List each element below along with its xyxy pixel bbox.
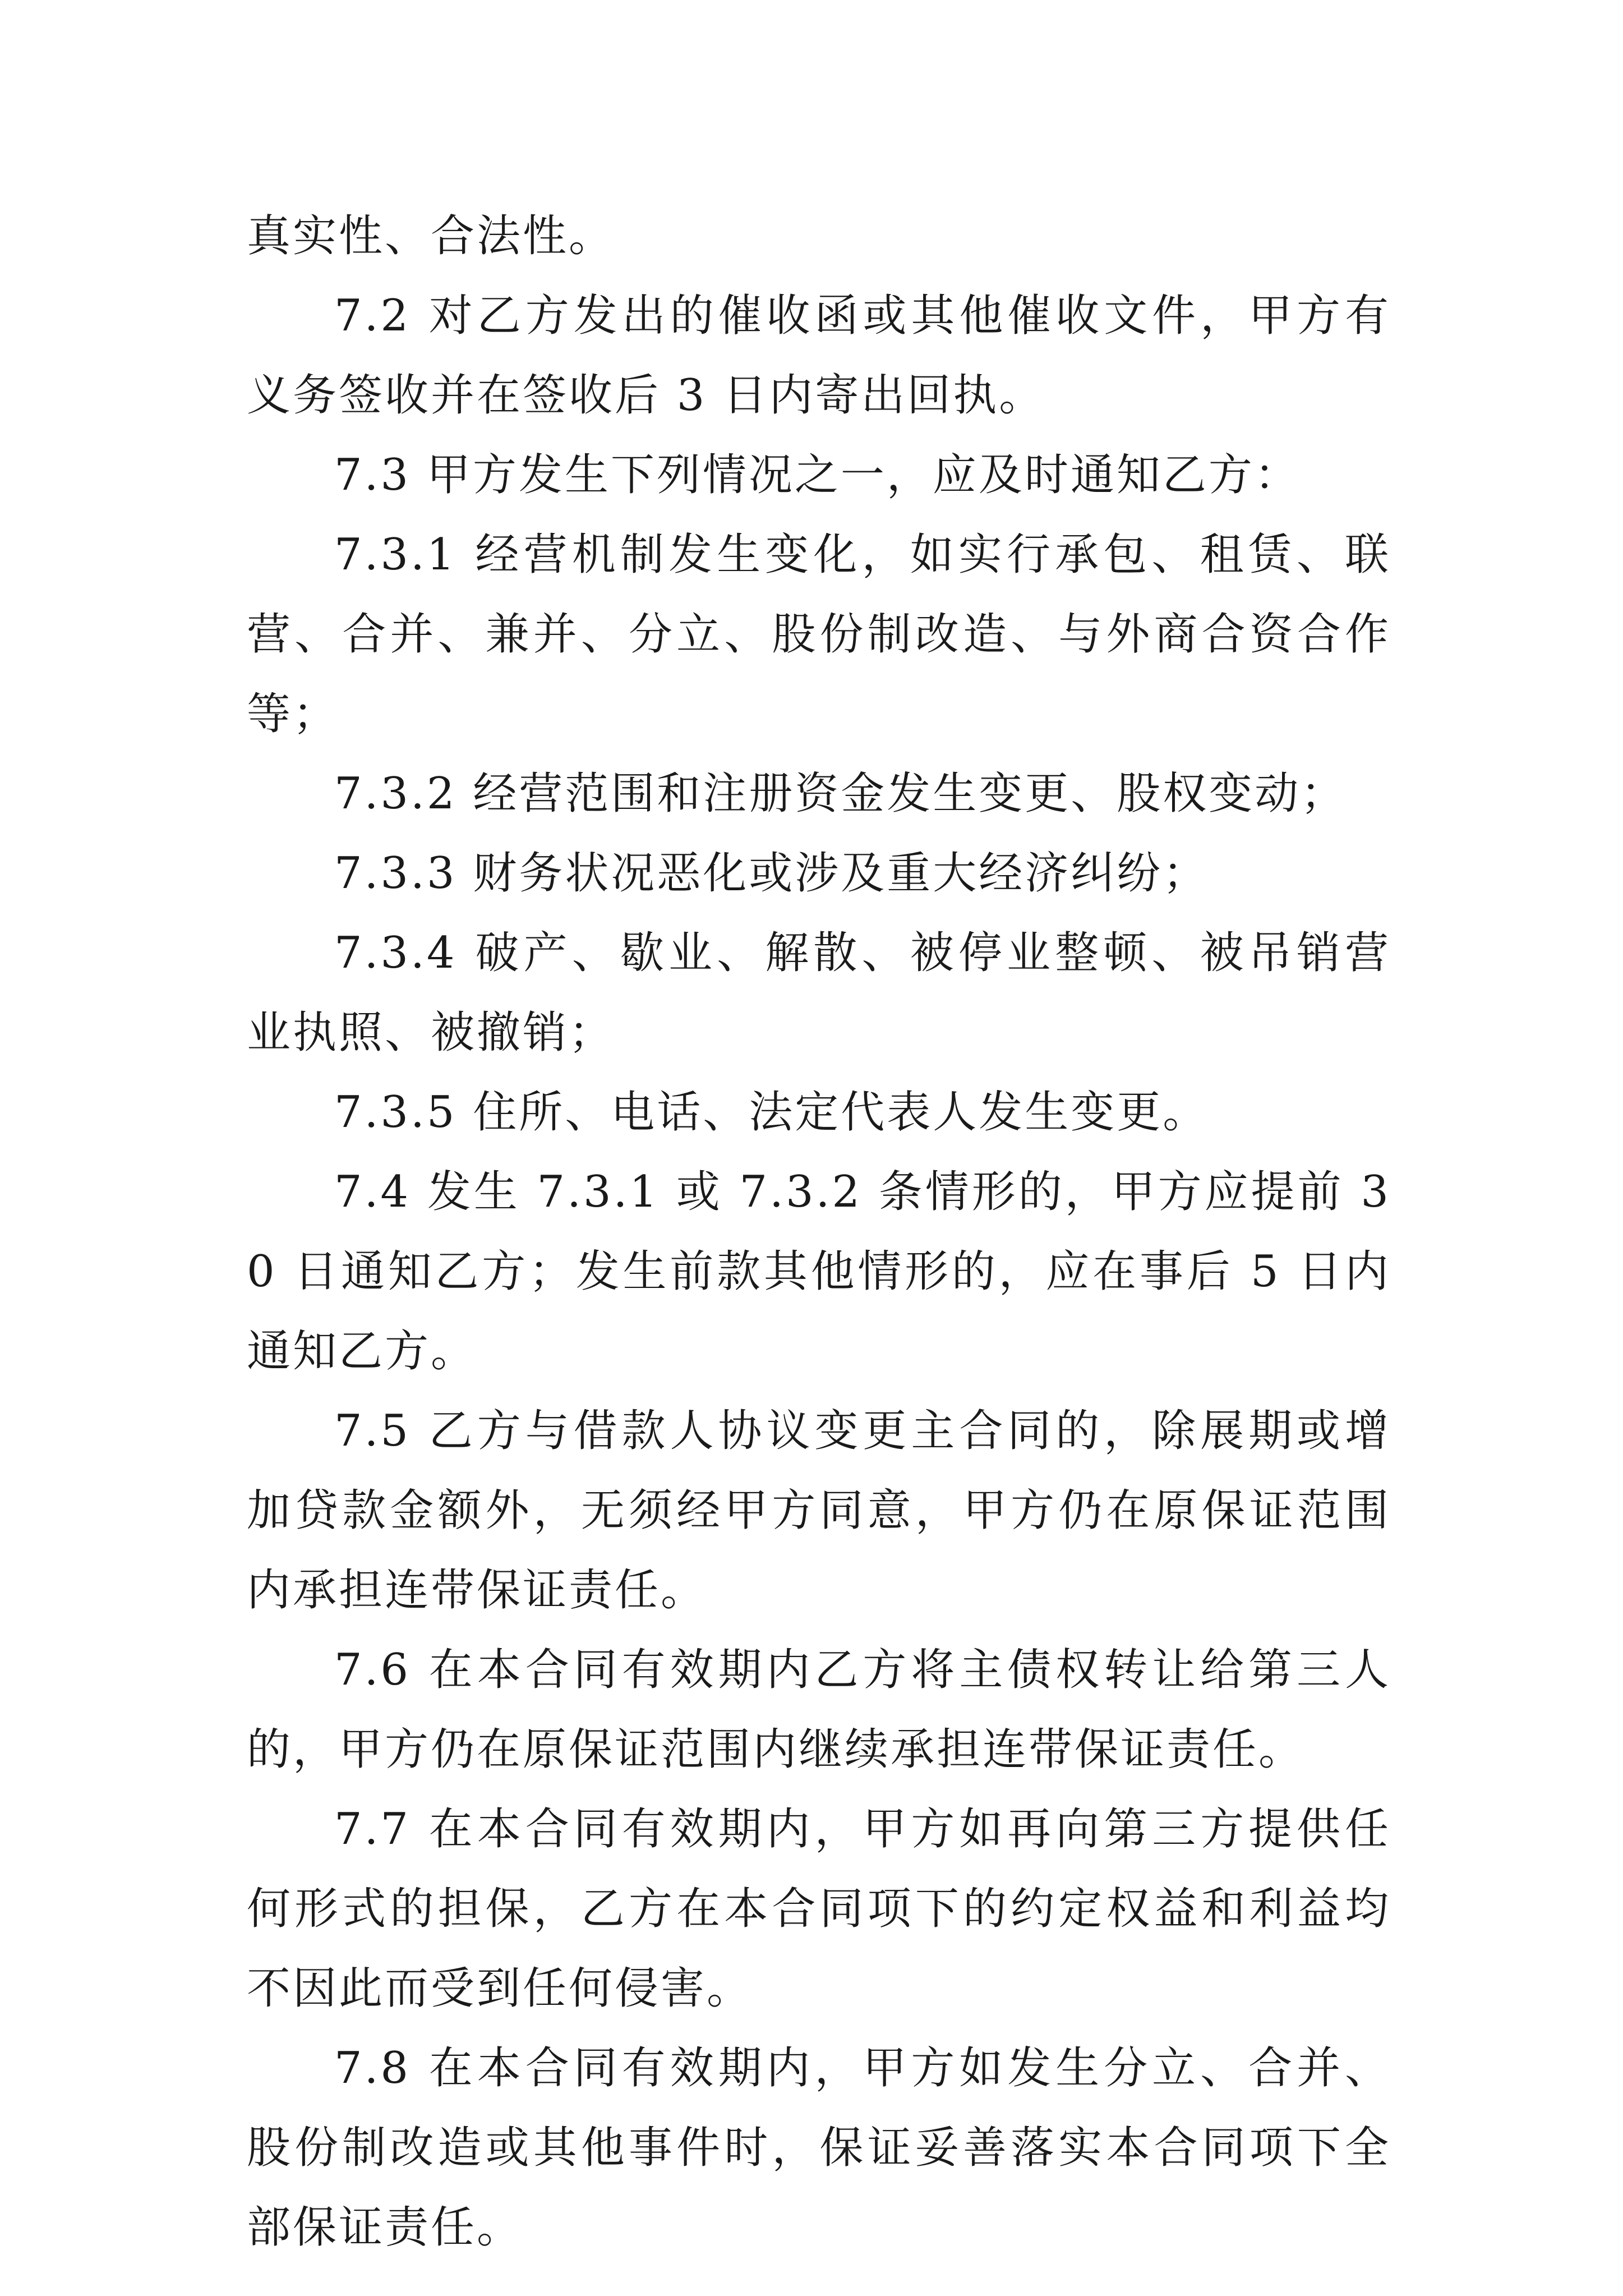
clause-7-3-3: 7.3.3 财务状况恶化或涉及重大经济纠纷；	[334, 848, 1209, 899]
clause-7-3-2: 7.3.2 经营范围和注册资金发生变更、股权变动；	[334, 769, 1347, 819]
clause-7-2: 7.2 对乙方发出的催收函或其他催收文件，甲方有义务签收并在签收后 3 日内寄出回执。	[247, 291, 1391, 421]
clause-7-4: 7.4 发生 7.3.1 或 7.3.2 条情形的，甲方应提前 30 日通知乙方；发生前款其他情形的，应在事后 5 日内通知乙方。	[247, 1167, 1391, 1377]
clause-7-7: 7.7 在本合同有效期内，甲方如再向第三方提供任何形式的担保，乙方在本合同项下的约定权益和利益均不因此而受到任何侵害。	[247, 1804, 1391, 2014]
paragraph-continuation: 真实性、合法性。	[247, 211, 615, 261]
clause-7-3-1: 7.3.1 经营机制发生变化，如实行承包、租赁、联营、合并、兼并、分立、股份制改造、与外商合资合作等；	[247, 530, 1391, 739]
document-body	[247, 196, 1391, 2267]
clause-7-3: 7.3 甲方发生下列情况之一，应及时通知乙方：	[334, 450, 1301, 500]
clause-7-3-5: 7.3.5 住所、电话、法定代表人发生变更。	[334, 1087, 1209, 1138]
clause-7-8: 7.8 在本合同有效期内，甲方如发生分立、合并、股份制改造或其他事件时，保证妥善落实本合同项下全部保证责任。	[247, 2043, 1391, 2253]
clause-7-3-4: 7.3.4 破产、歇业、解散、被停业整顿、被吊销营业执照、被撤销；	[247, 928, 1391, 1058]
clause-7-6: 7.6 在本合同有效期内乙方将主债权转让给第三人的，甲方仍在原保证范围内继续承担连带保证责任。	[247, 1645, 1391, 1775]
clause-7-5: 7.5 乙方与借款人协议变更主合同的，除展期或增加贷款金额外，无须经甲方同意，甲方仍在原保证范围内承担连带保证责任。	[247, 1406, 1391, 1616]
